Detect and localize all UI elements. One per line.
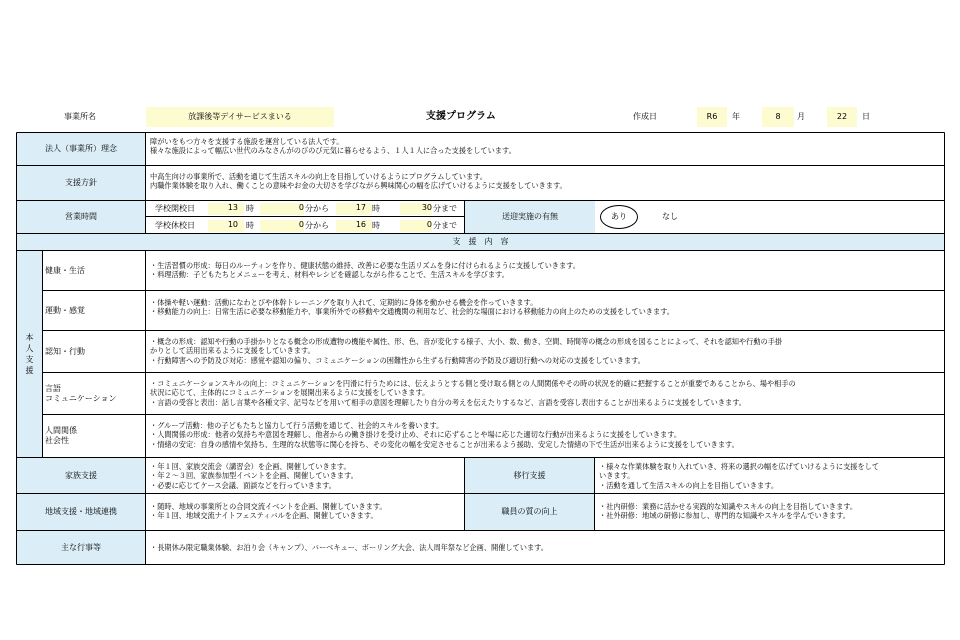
policy-line: 中高生向けの事業所で、活動を通じて生活スキルの向上を目指していけるようにプログラムしています。	[150, 172, 487, 181]
section-line: ・移動能力の向上：日常生活に必要な移動能力や、事業所外での移動や交通機関の利用など、社会的な場面における移動能力の向上のための支援をしていきます。	[150, 307, 674, 317]
page-title: 支援プログラム	[426, 111, 496, 122]
section-line: 状況に応じて、主体的にコミュニケーションを展開出来るように支援をしていきます。	[150, 388, 430, 398]
holiday-start-hour: 10	[208, 220, 244, 232]
staff-line: ・社内研修：業務に活かせる実践的な知識やスキルの向上を目指していきます。	[599, 502, 858, 511]
date-month: 8	[762, 107, 794, 127]
transition-line: いきます。	[599, 471, 635, 481]
section-line: ・料理活動：子どもたちとメニューを考え、材料やレシピを確認しながら作ることで、生活スキルを学びます。	[150, 270, 509, 280]
holiday-start-min: 0	[260, 220, 304, 232]
section-line: ・人間関係の形成：他者の気持ちや意図を理解し、他者からの働き掛けを受け止め、それに応ずることや場に応じた適切な行動が出来るように支援をしていきます。	[150, 430, 682, 440]
support-content-header: 支 援 内 容	[17, 234, 944, 250]
section-content-motor	[146, 296, 943, 319]
date-day: 22	[827, 107, 857, 127]
section-label-language: 言語 コミュニケーション	[45, 383, 117, 403]
section-line: ・情緒の安定：自身の感情や気持ち、生理的な状態等に関心を持ち、その変化の幅を安定させることが出来るよう援助、安定した情緒の下で生活が出来るように支援をしていきます。	[150, 439, 739, 449]
events-content	[146, 541, 943, 554]
school-day-start-min: 0	[260, 203, 304, 215]
date-era: R6	[697, 107, 727, 127]
transition-line: ・様々な作業体験を取り入れていき、将来の選択の幅を広げていけるように支援をして	[599, 462, 880, 471]
day-unit: 日	[862, 112, 870, 121]
staff-content	[595, 500, 944, 523]
school-day-end-hour: 17	[336, 203, 372, 215]
section-content-cognition	[146, 335, 943, 367]
philosophy-line: 障がいをもつ方々を支援する施設を運営している法人です。	[150, 137, 344, 146]
school-day-start-hour: 13	[208, 203, 244, 215]
community-content	[146, 500, 464, 523]
office-name: 放課後等デイサービスまいる	[146, 107, 334, 127]
section-content-health	[146, 259, 943, 282]
community-line: ・随時、地域の事業所との合同交流イベントを企画、開催していきます。	[150, 502, 387, 511]
section-line: ・グループ活動：他の子どもたちと協力して行う活動を通じて、社会的スキルを養います。	[150, 421, 444, 430]
school-day-end-min: 30	[400, 203, 432, 215]
staff-line: ・社外研修：地域の研修に参加し、専門的な知識やスキルを学んでいきます。	[599, 511, 850, 521]
philosophy-label: 法人（事業所）理念	[17, 133, 145, 165]
section-content-social	[146, 419, 943, 451]
staff-label: 職員の質の向上	[465, 494, 594, 530]
minute-from: 分から	[305, 204, 329, 213]
section-line: ・概念の形成：認知や行動の手掛かりとなる概念の形成遭物の機能や属性、形、色、音が変化する様子、大小、数、動き、空間、時間等の概念の形成を図ることによって、それを認知や行動の手掛	[150, 337, 783, 346]
holiday-label: 学校休校日	[155, 221, 195, 230]
minute-until: 分まで	[433, 204, 457, 213]
hours-label: 営業時間	[17, 201, 145, 233]
community-label: 地域支援・地域連携	[17, 494, 145, 530]
section-label-motor: 運動・感覚	[45, 305, 85, 315]
section-label-cognition: 認知・行動	[45, 346, 85, 356]
philosophy-line: 様々な施設によって幅広い世代のみなさんがのびのび元気に暮らせるよう、１人１人に合った支援をしています。	[150, 146, 516, 156]
minute-from: 分から	[305, 221, 329, 230]
school-day-label: 学校開校日	[155, 204, 195, 213]
section-line: ・言語の受容と表出：話し言葉や各種文字、記号などを用いて相手の意図を理解したり自分の考えを伝えたりするなど、言語を受容し表出することが出来るように支援をしていきます。	[150, 397, 746, 407]
section-label-health: 健康・生活	[45, 265, 85, 275]
year-unit: 年	[732, 112, 740, 121]
minute-until: 分まで	[433, 221, 457, 230]
section-line: ・行動障害への予防及び対応：感覚や認知の偏り、コミュニケーションの困難性から生ずる行動障害の予防及び適切行動への対応の支援をしていきます。	[150, 355, 645, 365]
policy-text	[146, 170, 942, 193]
section-line: かりとして活用出来るように支援をしていきます。	[150, 346, 315, 356]
transport-yes-option[interactable]: あり	[600, 205, 638, 229]
transport-no-option[interactable]: なし	[662, 212, 678, 221]
personal-support-label: 本 人 支 援	[17, 251, 42, 457]
family-line: ・必要に応じてケース会議、面談などを行っていきます。	[150, 480, 336, 490]
transition-label: 移行支援	[465, 458, 594, 493]
transition-content	[595, 460, 944, 492]
section-line: ・生活習慣の形成：毎日のルーティンを作り、健康状態の維持、改善に必要な生活リズムを身に付けられるように支援していきます。	[150, 261, 580, 270]
section-label-social: 人間関係 社会性	[45, 426, 77, 445]
family-content	[146, 460, 464, 492]
end-hour-unit: 時	[372, 204, 380, 213]
policy-label: 支援方針	[17, 166, 145, 200]
events-label: 主な行事等	[17, 531, 145, 564]
end-hour-unit: 時	[372, 221, 380, 230]
office-label: 事業所名	[64, 112, 96, 121]
family-line: ・年１回、家族交流会（講習会）を企画、開催していきます。	[150, 462, 351, 471]
transition-line: ・活動を通して生活スキルの向上を目指していきます。	[599, 480, 779, 490]
transport-label: 送迎実施の有無	[465, 201, 595, 233]
holiday-end-hour: 16	[336, 220, 372, 232]
holiday-end-min: 0	[400, 220, 432, 232]
philosophy-text	[146, 135, 942, 158]
events-line: ・長期休み限定職業体験、お泊り会（キャンプ）、バーベキュー、ボーリング大会、法人周年祭など企画、開催しています。	[150, 543, 548, 552]
section-content-language	[146, 377, 943, 409]
hour-unit: 時	[246, 204, 254, 213]
section-line: ・コミュニケーションスキルの向上：コミュニケーションを円滑に行うためには、伝えようとする側と受け取る側との人間関係やその時の状況を的確に把握することが重要であることから、場や相手の	[150, 379, 796, 388]
family-line: ・年２～３回、家族参加型イベントを企画、開催していきます。	[150, 471, 358, 481]
community-line: ・年１回、地域交流ナイトフェスティバルを企画、開催していきます。	[150, 511, 378, 521]
family-label: 家族支援	[17, 458, 145, 493]
hour-unit: 時	[246, 221, 254, 230]
policy-line: 内職作業体験を取り入れ、働くことの意味やお金の大切さを学びながら興味関心の幅を広げていけるように支援をしていきます。	[150, 181, 567, 191]
date-label: 作成日	[633, 112, 657, 121]
month-unit: 月	[797, 112, 805, 121]
section-line: ・体操や軽い運動：活動になわとびや体幹トレーニングを取り入れて、定期的に身体を動かせる機会を作っていきます。	[150, 298, 538, 307]
